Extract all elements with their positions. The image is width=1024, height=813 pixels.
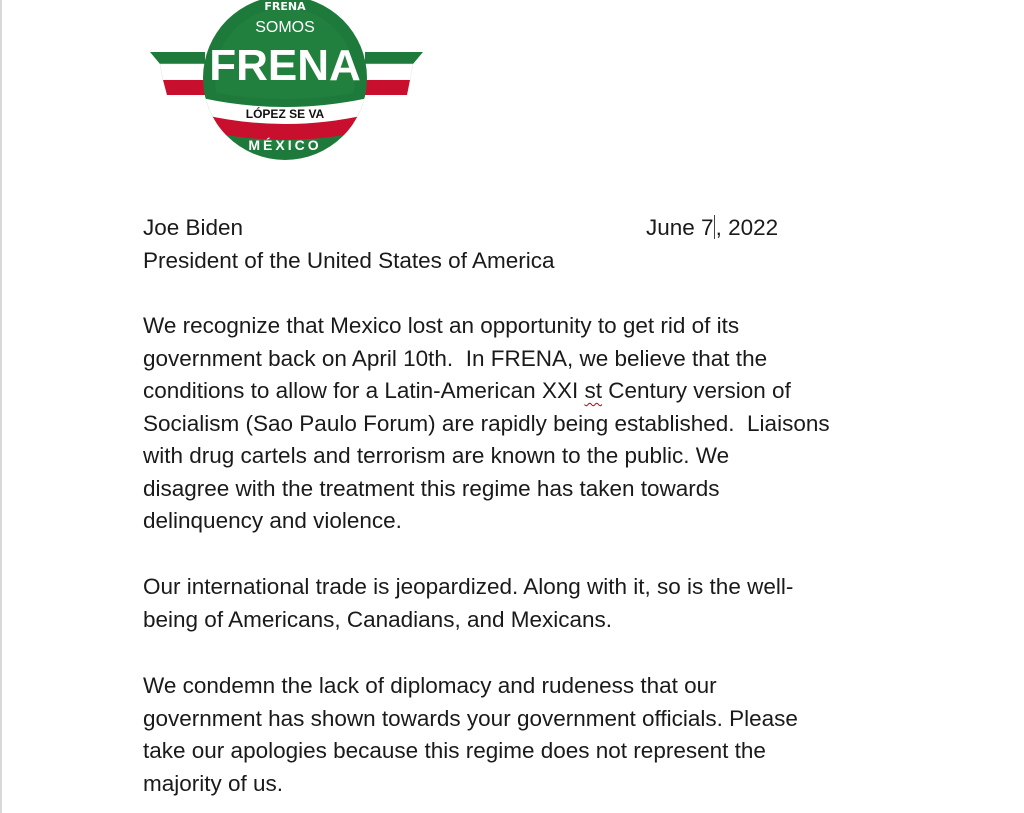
para1-line-start: conditions to allow for a Latin-American XXI <box>143 378 585 403</box>
paragraph-3 <box>143 670 798 800</box>
spellcheck-word[interactable]: st <box>584 378 602 403</box>
para1-line: delinquency and violence. <box>143 508 402 533</box>
page-edge <box>0 0 2 813</box>
logo-somos: SOMOS <box>255 19 315 36</box>
para1-line: disagree with the treatment this regime has taken towards <box>143 475 720 501</box>
para3-line: take our apologies because this regime does not represent the <box>143 738 766 763</box>
para1-line: Socialism (Sao Paulo Forum) are rapidly being established. Liaisons <box>143 410 830 436</box>
date-part-1: June 7 <box>646 215 714 240</box>
frena-logo <box>145 0 430 170</box>
para1-line-end: Century version of <box>601 378 791 403</box>
para2-line: being of Americans, Canadians, and Mexicans. <box>143 606 613 632</box>
para2-line: Our international trade is jeopardized. Along with it, so is the well- <box>143 574 794 599</box>
paragraph-1 <box>143 310 830 538</box>
para3-line: government has shown towards your government officials. Please <box>143 705 798 731</box>
logo-banner-text: LÓPEZ SE VA <box>245 107 325 121</box>
logo-frena: FRENA <box>209 41 361 90</box>
logo-ribbon-right <box>365 52 423 95</box>
recipient-title: President of the United States of America <box>143 247 555 273</box>
logo-mexico: MÉXICO <box>248 137 322 153</box>
recipient-block <box>143 212 554 277</box>
date-part-2: , 2022 <box>715 215 779 240</box>
para1-line <box>143 375 830 408</box>
logo-ribbon-left <box>150 52 205 95</box>
para1-line: We recognize that Mexico lost an opportunity to get rid of its <box>143 313 740 338</box>
paragraph-2 <box>143 571 793 636</box>
recipient-name: Joe Biden <box>143 215 244 240</box>
para1-line: government back on April 10th. In FRENA, we believe that the <box>143 345 768 371</box>
para1-line: with drug cartels and terrorism are known to the public. We <box>143 443 730 468</box>
para3-line: majority of us. <box>143 770 284 796</box>
letter-date <box>646 212 778 245</box>
para3-line: We condemn the lack of diplomacy and rudeness that our <box>143 673 717 698</box>
logo-top-text: FRENA <box>264 0 306 13</box>
